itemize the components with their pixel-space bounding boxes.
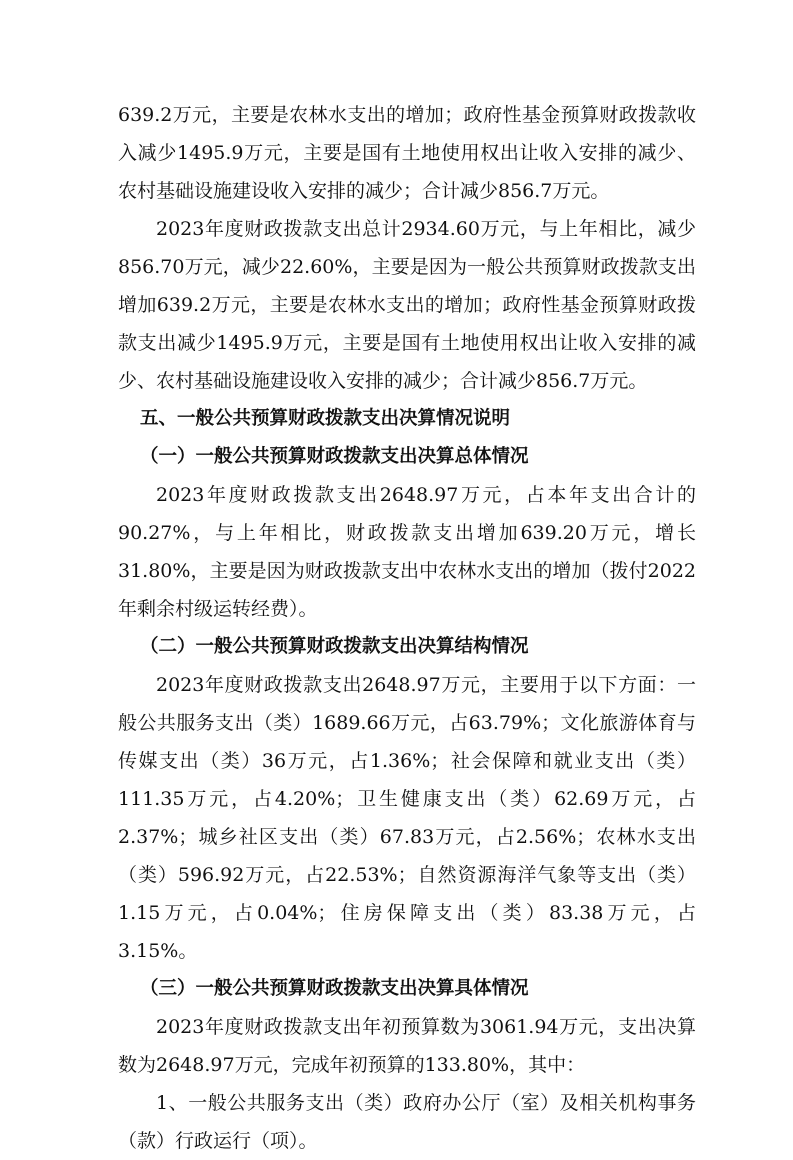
subsection-heading: （一）一般公共预算财政拨款支出决算总体情况: [140, 446, 529, 467]
section-heading: 五、一般公共预算财政拨款支出决算情况说明: [140, 408, 511, 429]
subsection-heading: （二）一般公共预算财政拨款支出决算结构情况: [140, 636, 529, 657]
body-paragraph: 2023年度财政拨款支出2648.97万元，主要用于以下方面：一般公共服务支出（类）1689.66万元，占63.79%；文化旅游体育与传媒支出（类）36万元，占1.36%；社会保障和就业支出（类）111.35万元，占4.20%；卫生健康支出（类）62.69万元，占2.37%；城乡社区支出（类）67.83万元，占2.56%；农林水支出（类）596.92万元，占22.53%；自然资源海洋气象等支出（类）1.15万元，占0.04%；住房保障支出（类）83.38万元，占3.15%。: [118, 674, 696, 962]
body-paragraph: 2023年度财政拨款支出年初预算数为3061.94万元，支出决算数为2648.97万元，完成年初预算的133.80%，其中：: [118, 1016, 696, 1076]
body-paragraph: 2023年度财政拨款支出总计2934.60万元，与上年相比，减少856.70万元，减少22.60%，主要是因为一般公共预算财政拨款支出增加639.2万元，主要是农林水支出的增加；政府性基金预算财政拨款支出减少1495.9万元，主要是国有土地使用权出让收入安排的减少、农村基础设施建设收入安排的减少；合计减少856.7万元。: [118, 218, 696, 392]
document-body: [118, 96, 696, 1160]
subsection-heading: （三）一般公共预算财政拨款支出决算具体情况: [140, 978, 529, 999]
body-paragraph: 2023年度财政拨款支出2648.97万元，占本年支出合计的90.27%，与上年相比，财政拨款支出增加639.20万元，增长31.80%，主要是因为财政拨款支出中农林水支出的增加（拨付2022年剩余村级运转经费）。: [118, 484, 696, 620]
body-paragraph: 639.2万元，主要是农林水支出的增加；政府性基金预算财政拨款收入减少1495.9万元，主要是国有土地使用权出让收入安排的减少、农村基础设施建设收入安排的减少；合计减少856.7万元。: [118, 104, 696, 202]
body-paragraph: 1、一般公共服务支出（类）政府办公厅（室）及相关机构事务（款）行政运行（项）。: [118, 1092, 696, 1152]
